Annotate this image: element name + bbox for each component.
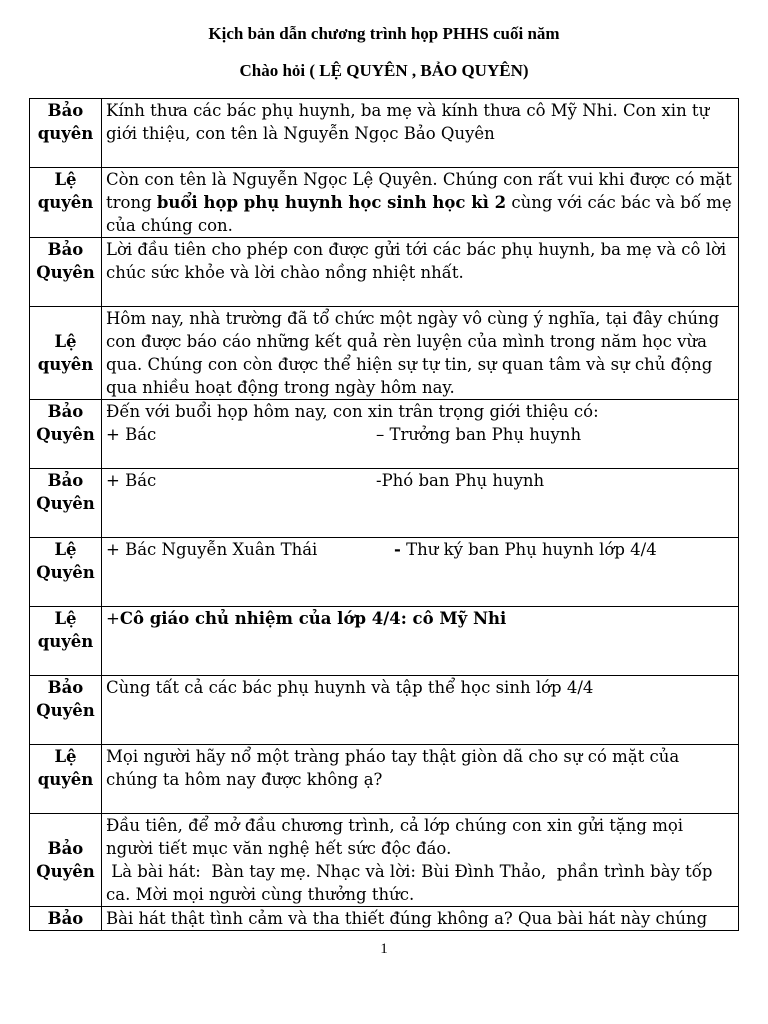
speaker-cell: Bảo quyên [30,99,102,168]
speaker-cell: Lệ quyên [30,168,102,238]
table-row [30,538,739,607]
dialogue-text: Là bài hát: Bàn tay mẹ. Nhạc và lời: Bùi Đình Thảo, phần trình bày tốp ca. Mời mọi người cùng thưởng thức. [106,862,718,904]
dialogue-cell: Mọi người hãy nổ một tràng pháo tay thật giòn dã cho sự có mặt của chúng ta hôm nay được không ạ? [102,745,739,814]
speaker-cell: Lệ quyên [30,745,102,814]
dialogue-cell [102,607,739,676]
dialogue-cell: Hôm nay, nhà trường đã tổ chức một ngày vô cùng ý nghĩa, tại đây chúng con được báo cáo những kết quả rèn luyện của mình trong năm học vừa qua. Chúng con còn được thể hiện sự tự tin, sự quan tâm và sự chủ động qua nhiều hoạt động trong ngày hôm nay. [102,307,739,400]
speaker-cell: Bảo Quyên [30,676,102,745]
dialogue-cell: Kính thưa các bác phụ huynh, ba mẹ và kính thưa cô Mỹ Nhi. Con xin tự giới thiệu, con tên là Nguyễn Ngọc Bảo Quyên [102,99,739,168]
introduction-line [106,423,734,446]
dialogue-cell [102,538,739,607]
table-row [30,99,739,168]
dialogue-text: Đầu tiên, để mở đầu chương trình, cả lớp chúng con xin gửi tặng mọi người tiết mục văn nghệ hết sức độc đáo. [106,816,684,858]
table-row [30,676,739,745]
dialogue-bold-text: buổi họp phụ huynh học sinh học kì 2 [156,193,507,212]
document-title: Kịch bản dẫn chương trình họp PHHS cuối năm [208,24,560,43]
document-subtitle: Chào hỏi ( LỆ QUYÊN , BẢO QUYÊN) [239,61,529,80]
table-row [30,400,739,469]
dialogue-cell: Lời đầu tiên cho phép con được gửi tới các bác phụ huynh, ba mẹ và cô lời chúc sức khỏe và lời chào nồng nhiệt nhất. [102,238,739,307]
script-table [29,98,739,931]
dialogue-cell: Cùng tất cả các bác phụ huynh và tập thể học sinh lớp 4/4 [102,676,739,745]
guest-role: – Trưởng ban Phụ huynh [376,425,582,444]
dialogue-text: Đến với buổi họp hôm nay, con xin trân trọng giới thiệu có: [106,402,599,421]
guest-name: + Bác Nguyễn Xuân Thái [106,540,318,559]
table-row [30,607,739,676]
table-row [30,814,739,907]
speaker-cell: Bảo [30,907,102,931]
guest-role: -Phó ban Phụ huynh [376,471,545,490]
dialogue-text: cùng với các bác và bố mẹ của chúng con. [106,193,732,235]
speaker-cell: Bảo Quyên [30,814,102,907]
dialogue-bold-text: Cô giáo chủ nhiệm của lớp 4/4: cô Mỹ Nhi [119,609,507,628]
speaker-cell: Bảo Quyên [30,469,102,538]
dialogue-cell [102,400,739,469]
speaker-cell: Lệ quyên [30,307,102,400]
table-row [30,307,739,400]
guest-role: Thư ký ban Phụ huynh lớp 4/4 [400,540,657,559]
speaker-cell: Bảo Quyên [30,400,102,469]
dialogue-cell: Bài hát thật tình cảm và tha thiết đúng không a? Qua bài hát này chúng [102,907,739,931]
dialogue-cell [102,469,739,538]
guest-name: + Bác [106,471,157,490]
table-row [30,238,739,307]
guest-role-dash: - [394,540,401,559]
guest-name: + Bác [106,425,157,444]
table-row [30,168,739,238]
speaker-cell: Lệ Quyên [30,538,102,607]
table-row [30,745,739,814]
plus-sign: + [106,609,120,628]
dialogue-cell [102,168,739,238]
page-number: 1 [380,941,388,957]
speaker-cell: Bảo Quyên [30,238,102,307]
table-row [30,907,739,931]
speaker-cell: Lệ quyên [30,607,102,676]
dialogue-cell [102,814,739,907]
table-row [30,469,739,538]
dialogue-text: Còn con tên là Nguyễn Ngọc Lệ Quyên. Chúng con rất vui khi được có mặt trong [106,170,732,212]
